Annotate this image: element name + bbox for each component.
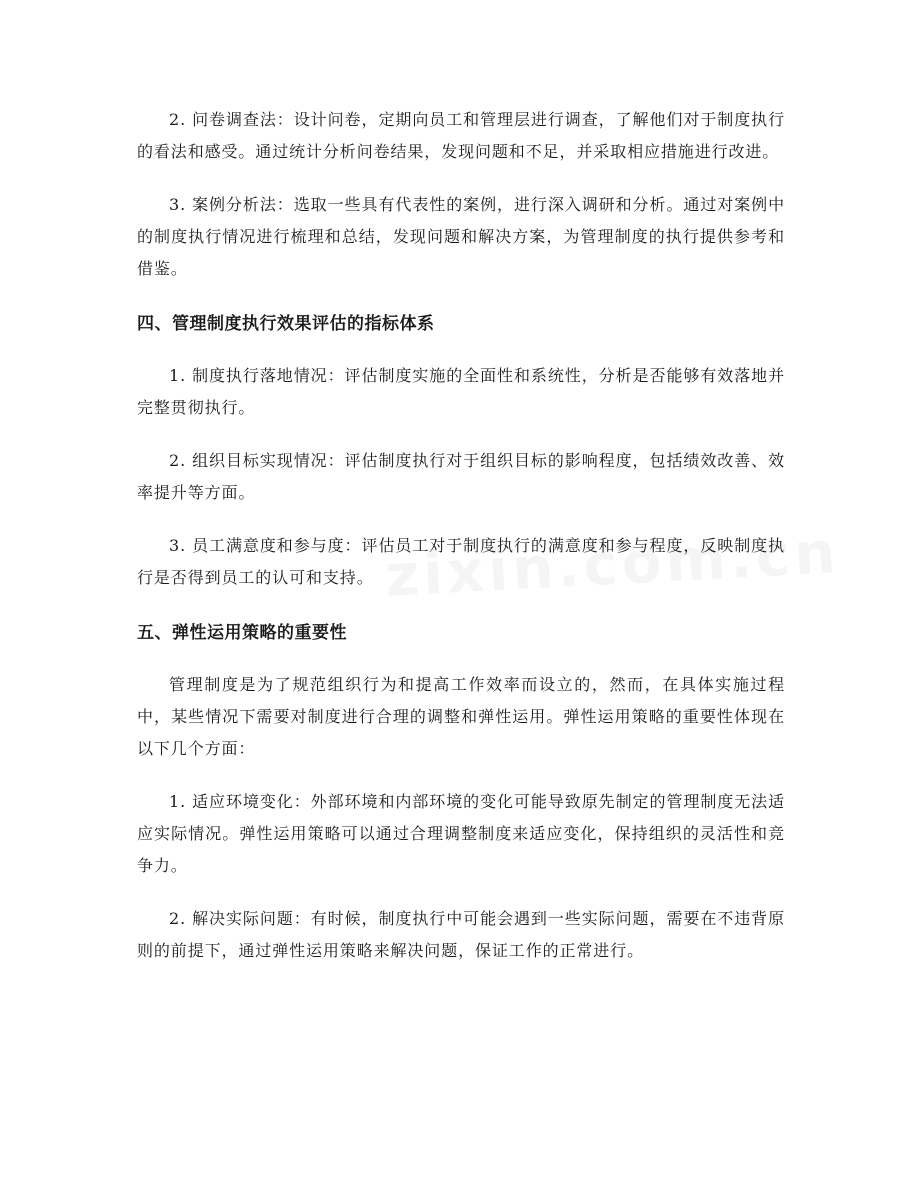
paragraph-flexibility-intro: 管理制度是为了规范组织行为和提高工作效率而设立的，然而，在具体实施过程中，某些情况下需要对制度进行合理的调整和弹性运用。弹性运用策略的重要性体现在以下几个方面： — [137, 675, 785, 758]
paragraph-implementation-status: 1. 制度执行落地情况：评估制度实施的全面性和系统性，分析是否能够有效落地并完整贯彻执行。 — [137, 366, 785, 417]
document-body — [137, 104, 785, 967]
paragraph-questionnaire-method: 2. 问卷调查法：设计问卷，定期向员工和管理层进行调查，了解他们对于制度执行的看法和感受。通过统计分析问卷结果，发现问题和不足，并采取相应措施进行改进。 — [137, 110, 785, 161]
section-heading-5: 五、弹性运用策略的重要性 — [137, 623, 347, 643]
section-heading-4: 四、管理制度执行效果评估的指标体系 — [137, 314, 435, 334]
paragraph-employee-satisfaction: 3. 员工满意度和参与度：评估员工对于制度执行的满意度和参与程度，反映制度执行是否得到员工的认可和支持。 — [137, 536, 785, 587]
paragraph-solve-problems: 2. 解决实际问题：有时候，制度执行中可能会遇到一些实际问题，需要在不违背原则的前提下，通过弹性运用策略来解决问题，保证工作的正常进行。 — [137, 909, 785, 960]
paragraph-case-analysis-method: 3. 案例分析法：选取一些具有代表性的案例，进行深入调研和分析。通过对案例中的制度执行情况进行梳理和总结，发现问题和解决方案，为管理制度的执行提供参考和借鉴。 — [137, 195, 785, 278]
paragraph-adapt-environment: 1. 适应环境变化：外部环境和内部环境的变化可能导致原先制定的管理制度无法适应实际情况。弹性运用策略可以通过合理调整制度来适应变化，保持组织的灵活性和竞争力。 — [137, 792, 785, 875]
paragraph-goal-achievement: 2. 组织目标实现情况：评估制度执行对于组织目标的影响程度，包括绩效改善、效率提升等方面。 — [137, 451, 785, 502]
